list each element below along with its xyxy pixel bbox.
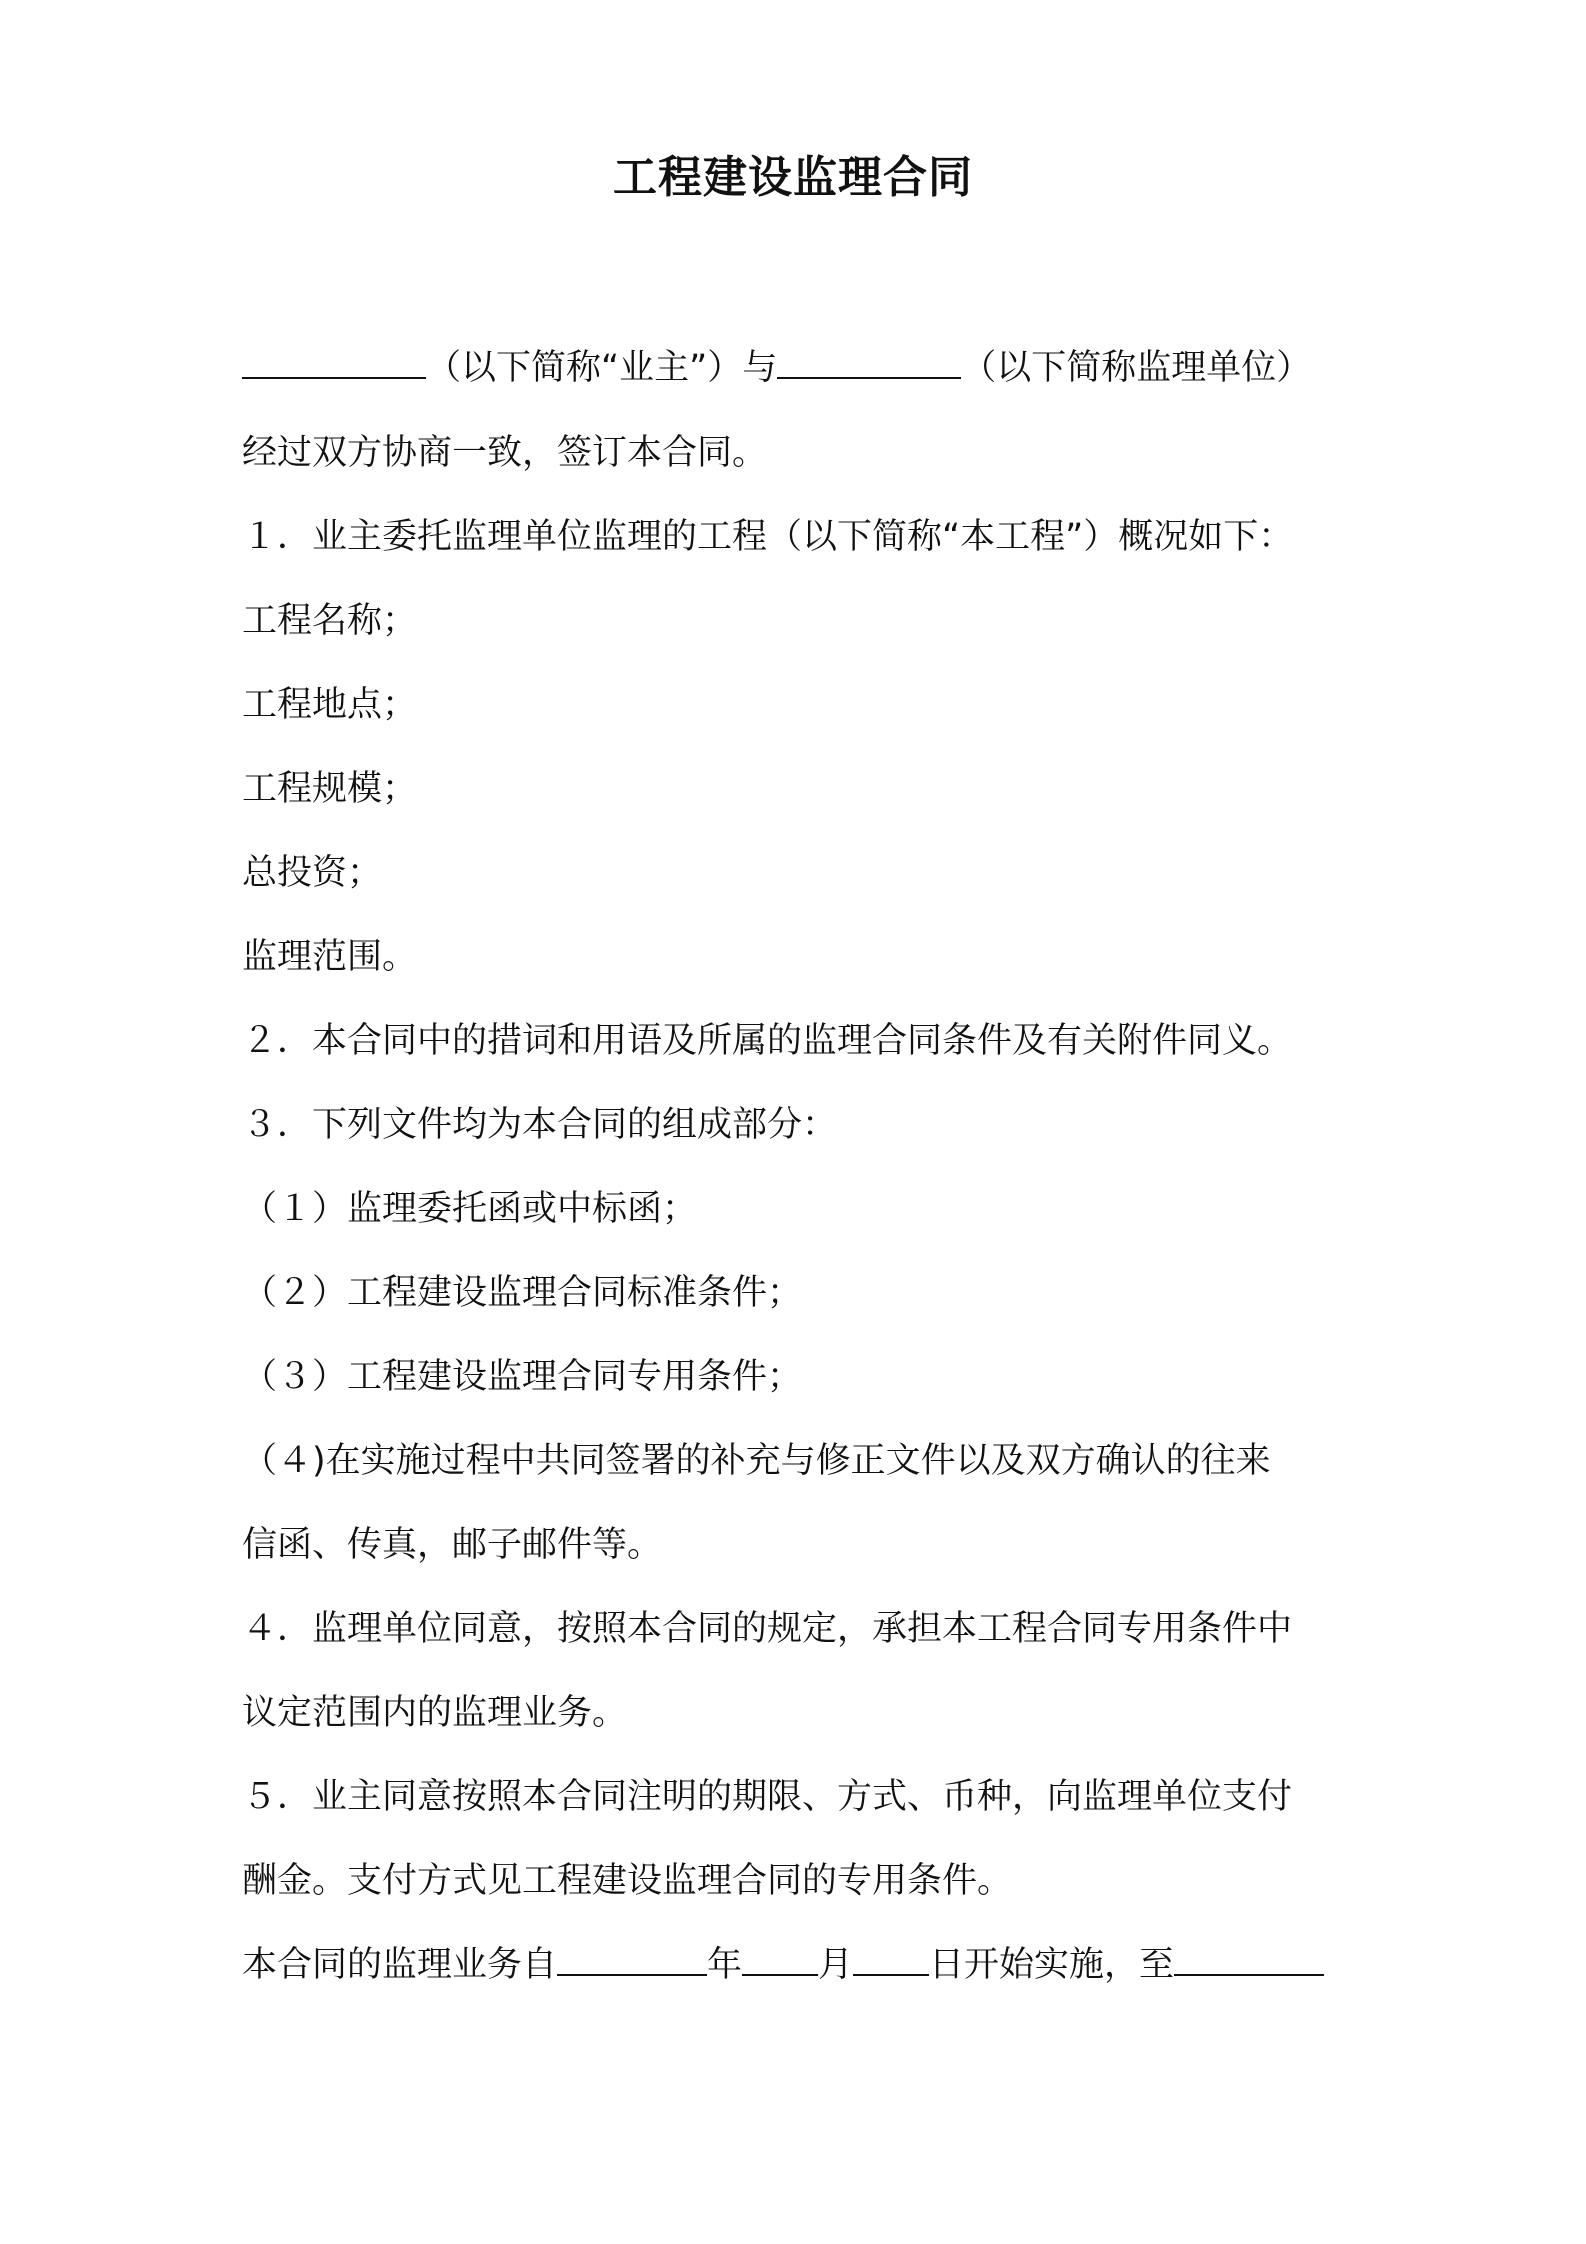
- clause-1-item: 工程名称；: [242, 601, 418, 641]
- start-year-blank[interactable]: [557, 1940, 707, 1976]
- clause-1-item: 监理范围。: [242, 937, 418, 977]
- clause-3-item: （２）工程建设监理合同标准条件；: [242, 1273, 803, 1313]
- owner-name-blank[interactable]: [242, 343, 426, 379]
- clause-5-line-2: 酬金。支付方式见工程建设监理合同的专用条件。: [242, 1861, 1013, 1901]
- intro-line: [242, 343, 1311, 393]
- clause-3-item: （１）监理委托函或中标函；: [242, 1189, 698, 1229]
- year-label: 年: [707, 1945, 743, 1985]
- start-day-blank[interactable]: [853, 1940, 929, 1976]
- clause-1-item: 总投资；: [242, 853, 383, 893]
- clause-3-item: 信函、传真，邮子邮件等。: [242, 1525, 663, 1565]
- end-year-blank[interactable]: [1174, 1940, 1324, 1976]
- clause-1-item: 工程地点；: [242, 685, 418, 725]
- clause-3: ３．下列文件均为本合同的组成部分：: [242, 1105, 838, 1145]
- supervisor-alias-text: （以下简称监理单位）: [961, 348, 1312, 388]
- clause-4-line-1: ４．监理单位同意，按照本合同的规定，承担本工程合同专用条件中: [242, 1609, 1293, 1649]
- period-prefix: 本合同的监理业务自: [242, 1945, 558, 1985]
- clause-5-line-1: ５．业主同意按照本合同注明的期限、方式、币种，向监理单位支付: [242, 1777, 1293, 1817]
- month-label: 月: [818, 1945, 854, 1985]
- owner-alias-text: （以下简称“业主”）与: [426, 348, 778, 388]
- intro-continuation: 经过双方协商一致，签订本合同。: [242, 433, 768, 473]
- period-line: [242, 1940, 1324, 1990]
- clause-1: １．业主委托监理单位监理的工程（以下简称“本工程”）概况如下：: [242, 517, 1294, 557]
- day-start-label: 日开始实施，至: [929, 1945, 1175, 1985]
- document-title: 工程建设监理合同: [613, 152, 973, 203]
- clause-2: ２．本合同中的措词和用语及所属的监理合同条件及有关附件同义。: [242, 1021, 1293, 1061]
- clause-1-item: 工程规模；: [242, 769, 418, 809]
- supervisor-name-blank[interactable]: [777, 343, 961, 379]
- clause-4-line-2: 议定范围内的监理业务。: [242, 1693, 628, 1733]
- clause-3-item: （４)在实施过程中共同签署的补充与修正文件以及双方确认的往来: [242, 1441, 1271, 1481]
- clause-3-item: （３）工程建设监理合同专用条件；: [242, 1357, 803, 1397]
- start-month-blank[interactable]: [742, 1940, 818, 1976]
